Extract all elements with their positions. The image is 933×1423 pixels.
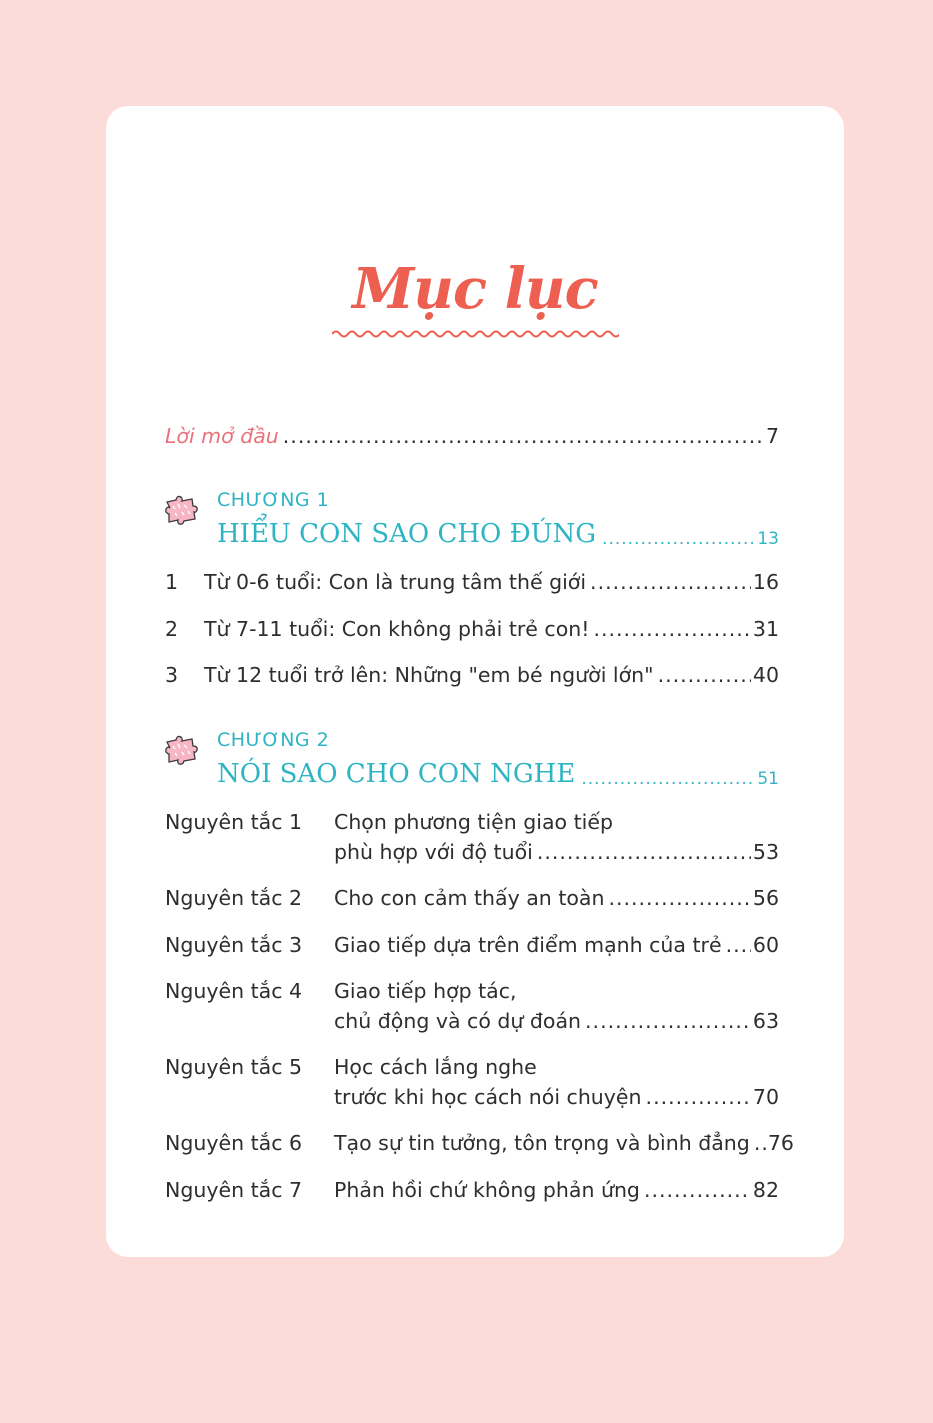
puzzle-piece-icon: [164, 494, 200, 526]
toc-entry-section-1[interactable]: [204, 567, 779, 597]
leader-dots: [593, 614, 750, 644]
leader-dots: [726, 930, 751, 960]
section-title: Từ 12 tuổi trở lên: Những "em bé người lớn": [204, 663, 654, 687]
rule-page: 63: [752, 1009, 779, 1033]
rule-title-line1: Học cách lắng nghe: [334, 1055, 537, 1079]
leader-dots: [658, 660, 751, 690]
section-number: 3: [165, 663, 179, 687]
toc-entry-rule-7[interactable]: [334, 1175, 779, 1205]
toc-entry-section-2[interactable]: [204, 614, 779, 644]
toc-entry-rule-3[interactable]: [334, 930, 779, 960]
leader-dots: [537, 837, 751, 867]
rule-title-line2: trước khi học cách nói chuyện: [334, 1085, 642, 1109]
toc-entry-rule-6[interactable]: [334, 1128, 794, 1158]
rule-title-line2: phù hợp với độ tuổi: [334, 840, 533, 864]
leader-dots: [602, 526, 755, 552]
leader-dots: [608, 883, 750, 913]
rule-title: Cho con cảm thấy an toàn: [334, 886, 605, 910]
title-underline: [332, 328, 619, 340]
intro-label: Lời mở đầu: [165, 424, 279, 448]
rule-page: 70: [752, 1085, 779, 1109]
chapter-2-label: CHƯƠNG 2: [217, 729, 330, 751]
chapter-1-title-row[interactable]: [217, 516, 779, 552]
rule-title: Phản hồi chứ không phản ứng: [334, 1178, 640, 1202]
toc-entry-section-3[interactable]: [204, 660, 779, 690]
leader-dots: [585, 1006, 751, 1036]
rule-label: Nguyên tắc 2: [165, 886, 303, 910]
leader-dots: [590, 567, 751, 597]
toc-entry-rule-5[interactable]: [334, 1082, 779, 1112]
leader-dots: [283, 421, 764, 451]
chapter-2-page: 51: [757, 769, 779, 789]
rule-title: Giao tiếp dựa trên điểm mạnh của trẻ: [334, 933, 722, 957]
rule-label: Nguyên tắc 7: [165, 1178, 303, 1202]
toc-card: [106, 106, 844, 1257]
rule-page: 53: [752, 840, 779, 864]
leader-dots: [646, 1082, 751, 1112]
rule-page: 82: [752, 1178, 779, 1202]
puzzle-piece-icon: [164, 734, 200, 766]
rule-label: Nguyên tắc 4: [165, 979, 303, 1003]
section-title: Từ 7-11 tuổi: Con không phải trẻ con!: [204, 617, 590, 641]
chapter-1-page: 13: [757, 529, 779, 549]
section-page: 31: [752, 617, 779, 641]
chapter-1-title: HIỂU CON SAO CHO ĐÚNG: [217, 519, 597, 549]
section-page: 40: [752, 663, 779, 687]
intro-page: 7: [765, 424, 779, 448]
rule-page: 76: [767, 1131, 794, 1155]
rule-title-line1: Giao tiếp hợp tác,: [334, 979, 517, 1003]
chapter-1-label: CHƯƠNG 1: [217, 489, 330, 511]
rule-label: Nguyên tắc 3: [165, 933, 303, 957]
toc-entry-rule-4[interactable]: [334, 1006, 779, 1036]
toc-entry-rule-2[interactable]: [334, 883, 779, 913]
rule-label: Nguyên tắc 1: [165, 810, 303, 834]
section-number: 2: [165, 617, 179, 641]
section-title: Từ 0-6 tuổi: Con là trung tâm thế giới: [204, 570, 587, 594]
rule-title-line1: Chọn phương tiện giao tiếp: [334, 810, 613, 834]
leader-dots: [644, 1175, 751, 1205]
rule-page: 56: [752, 886, 779, 910]
rule-label: Nguyên tắc 6: [165, 1131, 303, 1155]
page-title: Mục lục: [352, 256, 598, 322]
toc-entry-intro[interactable]: [165, 421, 779, 451]
rule-page: 60: [752, 933, 779, 957]
leader-dots: [754, 1128, 766, 1158]
rule-title-line2: chủ động và có dự đoán: [334, 1009, 582, 1033]
rule-title: Tạo sự tin tưởng, tôn trọng và bình đẳng: [334, 1131, 750, 1155]
chapter-2-title-row[interactable]: [217, 756, 779, 792]
section-page: 16: [752, 570, 779, 594]
rule-label: Nguyên tắc 5: [165, 1055, 303, 1079]
toc-entry-rule-1[interactable]: [334, 837, 779, 867]
section-number: 1: [165, 570, 179, 594]
chapter-2-title: NÓI SAO CHO CON NGHE: [217, 759, 576, 789]
leader-dots: [581, 766, 755, 792]
